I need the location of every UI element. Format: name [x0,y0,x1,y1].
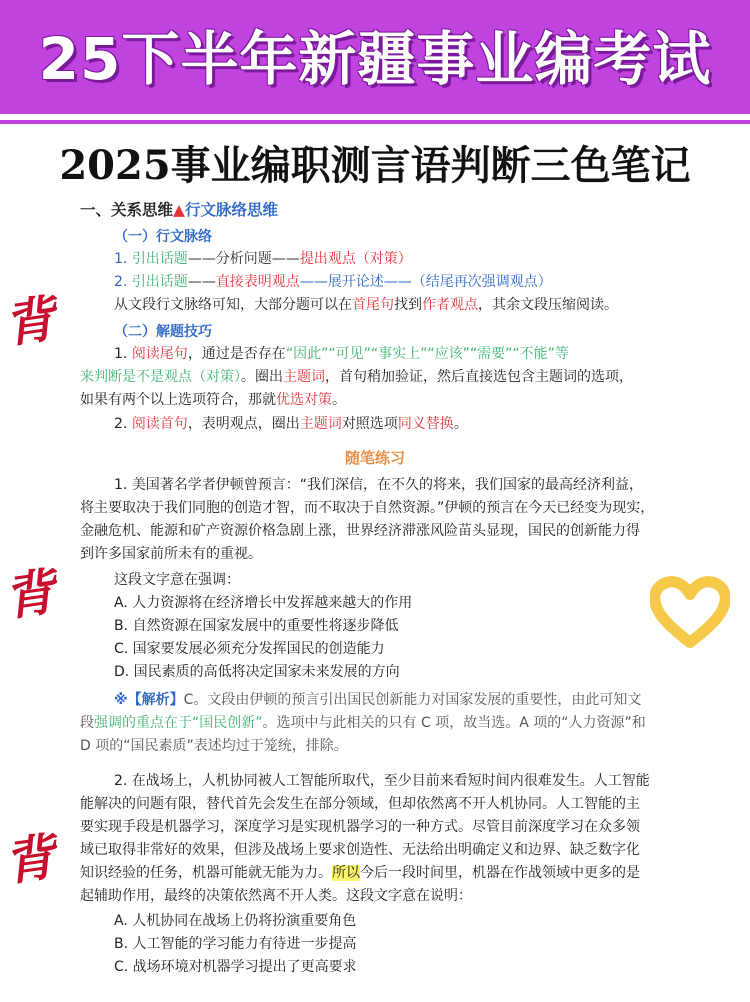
q1-line: 将主要取决于我们同胞的创造才智，而不取决于自然资源。”伊顿的预言在今天已经变为现实， [80,500,655,516]
tip-text: 主题词 [283,369,325,385]
analysis-tag: ※【解析】 [114,692,184,708]
recite-stamp-1: 背 [0,288,59,355]
tip-text: 如果有两个以上选项符合，那就 [80,392,276,408]
q2-line: 域已取得非常好的效果，但涉及战场上要求创造性、无法给出明确定义和边界、缺乏数字化 [80,842,640,858]
flow-text: 引出话题 [131,251,188,267]
q2-text: 知识经验的任务，机器可能就无能为力。 [80,865,332,881]
tip-text: 阅读首句 [131,416,188,432]
q1-analysis-line-3: D 项的“国民素质”表述均过于笼统，排除。 [80,738,348,754]
highlighted-text: 所以 [332,865,360,881]
tip-2 [114,413,468,435]
triangle-marker: ▲ [173,201,185,219]
q1-line: 金融危机、能源和矿产资源价格急剧上涨，世界经济滞涨风险苗头显现，国民的创新能力得 [80,523,640,539]
item-number: 1. [114,346,132,362]
heading-prefix: 一、关系思维 [80,201,174,219]
q1-option-d: D. 国民素质的高低将决定国家未来发展的方向 [114,664,400,680]
summary-text: 从文段行文脉络可知，大部分题可以在 [114,297,352,313]
q2-option-c: C. 战场环境对机器学习提出了更高要求 [114,959,357,975]
tip-text: 优选对策 [276,392,332,408]
tip-text: 来判断是不是观点（对策） [80,369,241,385]
q2-line: 要实现手段是机器学习，深度学习是实现机器学习的一种方式。尽管目前深度学习在众多领 [80,819,640,835]
q2-option-a: A. 人机协同在战场上仍将扮演重要角色 [114,913,357,929]
heart-icon [650,572,730,652]
flow-text: ——分析问题—— [187,251,300,267]
q2-line: 能解决的问题有限，替代首先会发生在部分领域，但却依然离不开人机协同。人工智能的主 [80,796,640,812]
tip-text: 。 [332,392,346,408]
tip-text: 。圈出 [241,369,283,385]
tip-text: 阅读尾句 [131,346,188,362]
q1-option-c: C. 国家要发展必须充分发挥国民的创造能力 [114,641,385,657]
item-number: 2. [114,416,132,432]
practice-title: 随笔练习 [344,449,405,467]
q1-line: 1. 美国著名学者伊顿曾预言：“我们深信，在不久的将来，我们国家的最高经济利益， [114,477,644,493]
item-number: 2. [114,274,132,290]
tip-text: ，通过是否存在 [187,346,286,362]
q2-line: 2. 在战场上，人机协同被人工智能所取代，至少目前来看短时间内很难发生。人工智能 [114,773,650,789]
analysis-text: C。文段由伊顿的预言引出国民创新能力对国家发展的重要性，由此可知文 [183,692,642,708]
summary-text: 首尾句 [352,297,394,313]
q2-line-5 [80,862,640,884]
banner-title: 25下半年新疆事业编考试 [38,25,712,93]
tip-text: 。 [453,416,468,432]
summary-text: 作者观点 [422,297,478,313]
q1-analysis-line-1 [114,689,641,711]
flow-summary [114,294,618,316]
flow-text: 提出观点（对策） [299,251,412,267]
analysis-text: 段 [80,715,94,731]
tip-text: ，首句稍加验证，然后直接选包含主题词的选项， [325,369,633,385]
analysis-text: 。选项中与此相关的只有 C 项，故当选。A 项的“人力资源”和 [262,715,646,731]
tip-1-line-1 [114,343,569,365]
title-banner [0,0,750,114]
flow-text: 直接表明观点 [215,274,300,290]
heading-suffix: 行文脉络思维 [184,201,278,219]
banner-divider [0,120,750,124]
recite-stamp-2: 背 [0,561,59,628]
q1-option-a: A. 人力资源将在经济增长中发挥越来越大的作用 [114,595,413,611]
q2-option-b: B. 人工智能的学习能力有待进一步提高 [114,936,357,952]
recite-stamp-3: 背 [0,826,59,893]
flow-item-2 [114,271,552,293]
analysis-text: 强调的重点在于“国民创新” [94,715,263,731]
tip-text: “因此”“可见”“事实上”“应该”“需要”“不能”等 [285,346,569,362]
flow-text: —— [187,274,216,290]
section-heading [80,199,278,221]
tip-1-line-3 [80,389,346,411]
tip-text: 主题词 [299,416,342,432]
page-subtitle: 2025事业编职测言语判断三色笔记 [59,142,691,189]
summary-text: ，其余文段压缩阅读。 [478,297,618,313]
subheading-tips: （二）解题技巧 [114,324,212,340]
tip-1-line-2 [80,366,633,388]
subheading-flow: （一）行文脉络 [114,229,212,245]
item-number: 1. [114,251,132,267]
flow-text: ——展开论述——（结尾再次强调观点） [299,274,552,290]
flow-text: 引出话题 [131,274,188,290]
flow-item-1 [114,248,412,270]
q1-option-b: B. 自然资源在国家发展中的重要性将逐步降低 [114,618,399,634]
tip-text: 同义替换 [397,416,454,432]
q2-line-6: 起辅助作用，最终的决策依然离不开人类。这段文字意在说明： [80,888,472,904]
tip-text: ，表明观点，圈出 [187,416,300,432]
q1-prompt: 这段文字意在强调： [114,572,240,588]
q2-text: 今后一段时间里，机器在作战领域中更多的是 [360,865,640,881]
q1-line: 到许多国家前所未有的重视。 [80,546,262,562]
tip-text: 对照选项 [341,416,398,432]
summary-text: 找到 [394,297,422,313]
q1-analysis-line-2 [80,712,646,734]
